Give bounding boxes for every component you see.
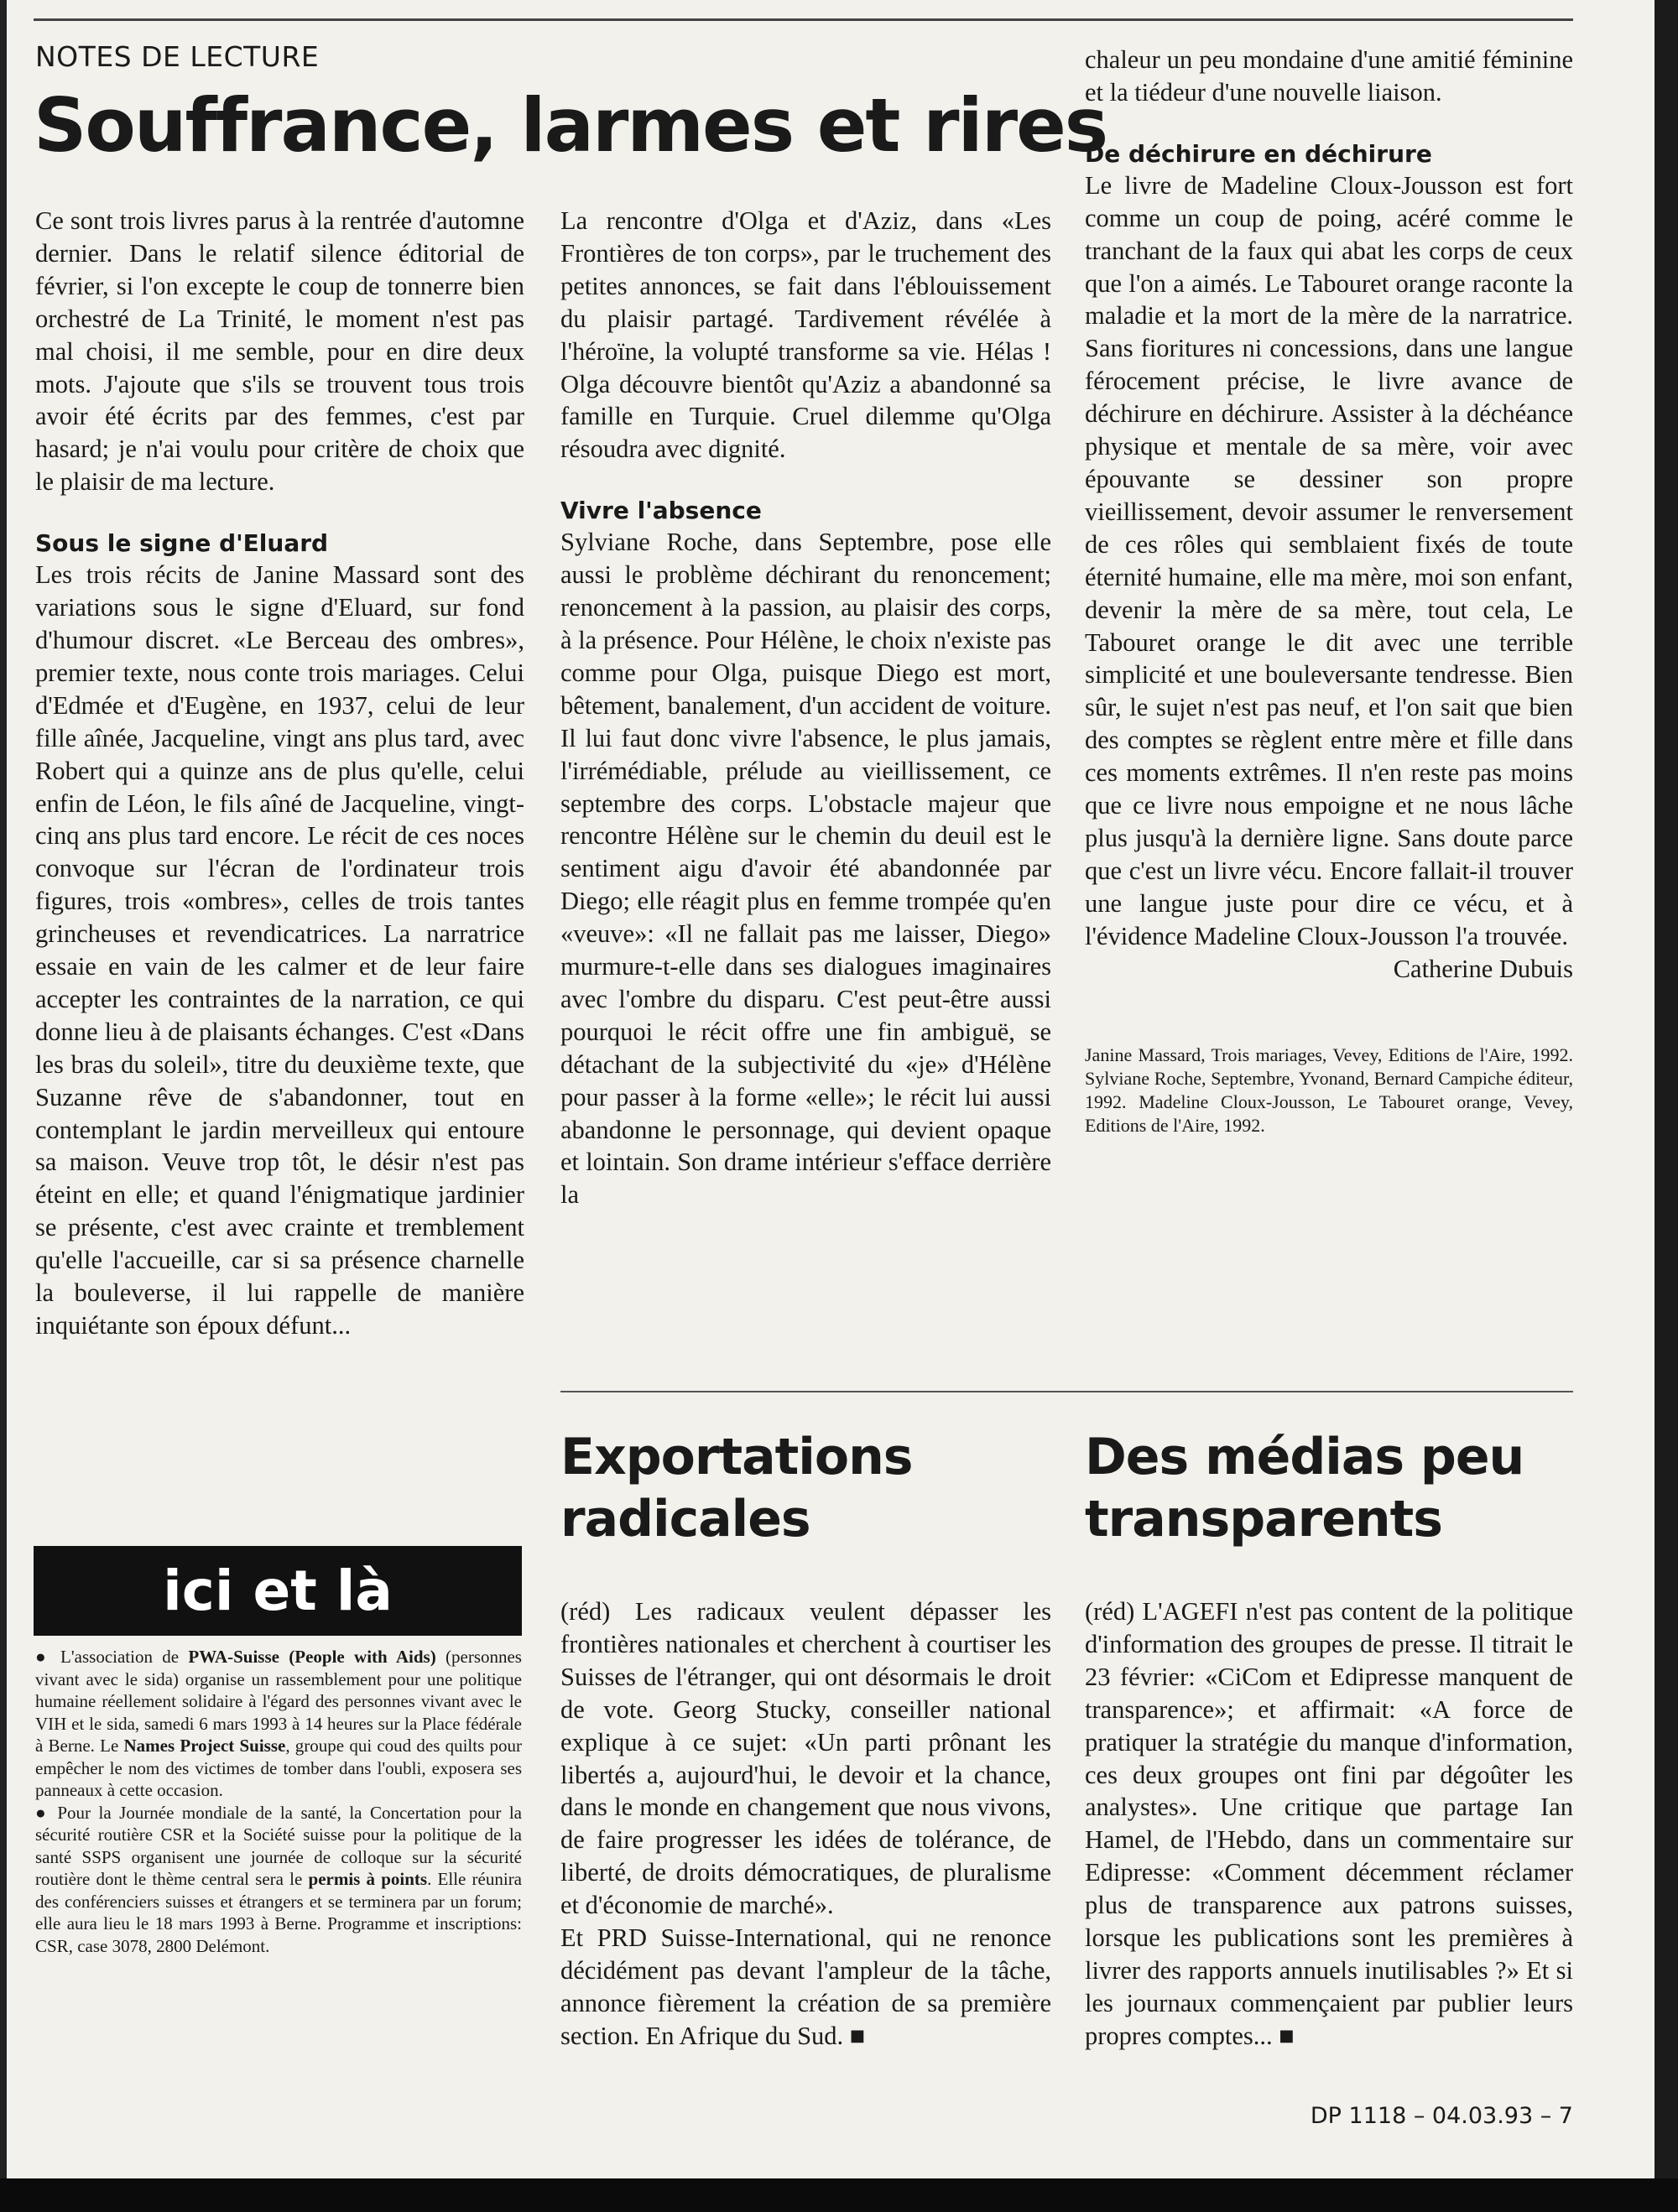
medias-body: (réd) L'AGEFI n'est pas content de la politique d'information des groupes de presse. Il titrait le 23 février: «CiCom et Edipresse manquent de transparence»; et affirmait: «A force de pratiquer la stratégie du manque d'information, ces deux groupes ont fini par dégoûter les analystes». Une critique que partage Ian Hamel, de l'Hebdo, dans un commentaire sur Edipresse: «Comment décemment réclamer plus de transparence aux patrons suisses, lorsque les publications sont les premières à livrer des rapports annuels inutilisables ?» Et si les journaux commençaient par publier leurs propres comptes... ■ <box>1085 1597 1573 2050</box>
intro-paragraph: Ce sont trois livres parus à la rentrée d'automne dernier. Dans le relatif silence éditorial de février, si l'on excepte le coup de tonnerre bien orchestré de La Trinité, le moment n'est pas mal choisi, il me semble, pour en dire deux mots. J'ajoute que s'ils se trouvent tous trois avoir été écrits par des femmes, c'est par hasard; je n'ai voulu pour critère de choix que le plaisir de ma lecture. <box>35 206 524 497</box>
absence-paragraph: Sylviane Roche, dans Septembre, pose elle aussi le problème déchirant du renoncement; renoncement à la passion, au plaisir des corps, à la présence. Pour Hélène, le choix n'existe pas comme pour Olga, puisque Diego est mort, bêtement, banalement, d'un accident de voiture. Il lui faut donc vivre l'absence, le plus jamais, l'irrémédiable, prélude au vieillissement, ce septembre des corps. L'obstacle majeur que rencontre Hélène sur le chemin du deuil est le sentiment aigu d'avoir été abandonnée par Diego; elle réagit plus en femme trompée qu'en «veuve»: «Il ne fallait pas me laisser, Diego» murmure-t-elle dans ses dialogues imaginaires avec l'ombre du disparu. C'est peut-être aussi pourquoi le récit offre une fin ambiguë, se détachant de la subjectivité du «je» d'Hélène pour passer à la forme «elle»; le récit lui aussi abandonne le personnage, qui devient opaque et lointain. Son drame intérieur s'efface derrière la <box>560 528 1051 1210</box>
subheading-dechirure: De déchirure en déchirure <box>1085 139 1432 168</box>
bottom-scan-edge <box>0 2178 1678 2212</box>
dechirure-paragraph: Le livre de Madeline Cloux-Jousson est fort comme un coup de poing, acéré comme le tranchant de la faux qui abat les corps de ceux que l'on a aimés. Le Tabouret orange raconte la maladie et la mort de la mère de la narratrice. Sans fioritures ni concessions, dans une langue férocement précise, le livre avance de déchirure en déchirure. Assister à la déchéance physique et mentale de sa mère, voir avec épouvante se dessiner son propre vieillissement, devoir assumer le renversement de ces rôles qui semblaient fixés de toute éternité humaine, elle ma mère, moi son enfant, devenir la mère de sa mère, tout cela, Le Tabouret orange le dit avec une terrible simplicité et une bouleversante tendresse. Bien sûr, le sujet n'est pas neuf, et l'on sait que bien des comptes se règlent entre mère et fille dans ces moments extrêmes. Il n'en reste pas moins que ce livre nous empoigne et ne nous lâche plus jusqu'à la dernière ligne. Sans doute parce que c'est un livre vécu. Encore fallait-il trouver une langue juste pour dire ce vécu, et à l'évidence Madeline Cloux-Jousson l'a trouvée. <box>1085 170 1573 950</box>
column-3 <box>1085 44 1573 1137</box>
page-right-edge <box>1655 0 1678 2212</box>
continuation-paragraph: chaleur un peu mondaine d'une amitié féminine et la tiédeur d'une nouvelle liaison. <box>1085 45 1573 107</box>
olga-paragraph: La rencontre d'Olga et d'Aziz, dans «Les Frontières de ton corps», par le truchement des petites annonces, se fait dans l'éblouissement du plaisir partagé. Tardivement révélée à l'héroïne, la volupté transforme sa vie. Hélas ! Olga découvre bientôt qu'Aziz a abandonné sa famille en Turquie. Cruel dilemme qu'Olga résoudra avec dignité. <box>560 206 1051 464</box>
ici-et-la-banner: ici et là <box>34 1546 522 1636</box>
eluard-paragraph: Les trois récits de Janine Massard sont des variations sous le signe d'Eluard, sur fond d'humour discret. «Le Berceau des ombres», premier texte, nous conte trois mariages. Celui d'Edmée et d'Eugène, en 1937, celui de leur fille aînée, Jacqueline, vingt ans plus tard, avec Robert qui a quinze ans de plus qu'elle, celui enfin de Léon, le fils aîné de Jacqueline, vingt-cinq ans plus tard encore. Le récit de ces noces convoque sur l'écran de l'ordinateur trois figures, trois «ombres», celles de trois tantes grincheuses et revendicatrices. La narratrice essaie en vain de les calmer et de leur faire accepter les contraintes de la narration, ce qui donne lieu à de plaisants échanges. C'est «Dans les bras du soleil», titre du deuxième texte, que Suzanne rêve de s'abandonner, tout en contemplant le jardin merveilleux qui entoure sa maison. Veuve trop tôt, le désir n'est pas éteint en elle; et quand l'énigmatique jardinier se présente, c'est avec crainte et tremblement qu'elle l'accueille, car si sa présence charnelle la bouleverse, il lui rappelle de manière inquiétante son époux défunt... <box>35 560 524 1340</box>
article-title-exportations: Exportations radicales <box>560 1428 913 1548</box>
page-title: Souffrance, larmes et rires <box>34 82 1107 169</box>
brief-item-securite: ● Pour la Journée mondiale de la santé, la Concertation pour la sécurité routière CSR et la Société suisse pour la politique de la santé SSPS organisent une journée de colloque sur la sécurité routière dont le thème central sera le permis à points. Elle réunira des conférenciers suisses et étrangers et se terminera par un forum; elle aura lieu le 18 mars 1993 à Berne. Programme et inscriptions: CSR, case 3078, 2800 Delémont. <box>35 1802 523 1956</box>
brief-item-pwa: ● L'association de PWA-Suisse (People with Aids) (personnes vivant avec le sida) organise un rassemblement pour une politique humaine réellement solidaire à l'égard des personnes vivant avec le VIH et le sida, samedi 6 mars 1993 à 14 heures sur la Place fédérale à Berne. Le Names Project Suisse, groupe qui coud des quilts pour empêcher le nom des victimes de tomber dans l'oubli, exposera ses panneaux à cette occasion. <box>35 1647 522 1800</box>
subheading-absence: Vivre l'absence <box>560 497 762 525</box>
top-rule <box>34 18 1573 21</box>
article-title-medias: Des médias peu transparents <box>1085 1428 1524 1548</box>
page-left-edge <box>0 0 7 2212</box>
section-kicker: NOTES DE LECTURE <box>35 40 320 73</box>
author-signature: Catherine Dubuis <box>1393 954 1573 983</box>
book-references: Janine Massard, Trois mariages, Vevey, Editions de l'Aire, 1992. Sylviane Roche, Septembre, Yvonand, Bernard Campiche éditeur, 1992. Madeline Cloux-Jousson, Le Tabouret orange, Vevey, Editions de l'Aire, 1992. <box>1085 1044 1573 1137</box>
section-divider <box>560 1391 1573 1392</box>
ici-et-la-briefs <box>35 1646 522 1957</box>
article-exportations <box>560 1595 1051 2053</box>
article-medias <box>1085 1595 1573 2053</box>
page-footer: DP 1118 – 04.03.93 – 7 <box>1310 2103 1573 2129</box>
subheading-eluard: Sous le signe d'Eluard <box>35 529 329 558</box>
column-2 <box>560 205 1051 1211</box>
exportations-body: (réd) Les radicaux veulent dépasser les frontières nationales et cherchent à courtiser les Suisses de l'étranger, qui ont désormais le droit de vote. Georg Stucky, conseiller national explique à ce sujet: «Un parti prônant les libertés a, aujourd'hui, le devoir et la chance, dans le monde en changement que nous vivons, de faire progresser les idées de tolérance, de liberté, de droits démocratiques, de pluralisme et d'économie de marché». <box>560 1597 1051 1920</box>
exportations-body-2: Et PRD Suisse-International, qui ne renonce décidément pas devant l'ampleur de la tâche, annonce fièrement la création de sa première section. En Afrique du Sud. ■ <box>560 1923 1051 2050</box>
column-1 <box>35 205 524 1342</box>
